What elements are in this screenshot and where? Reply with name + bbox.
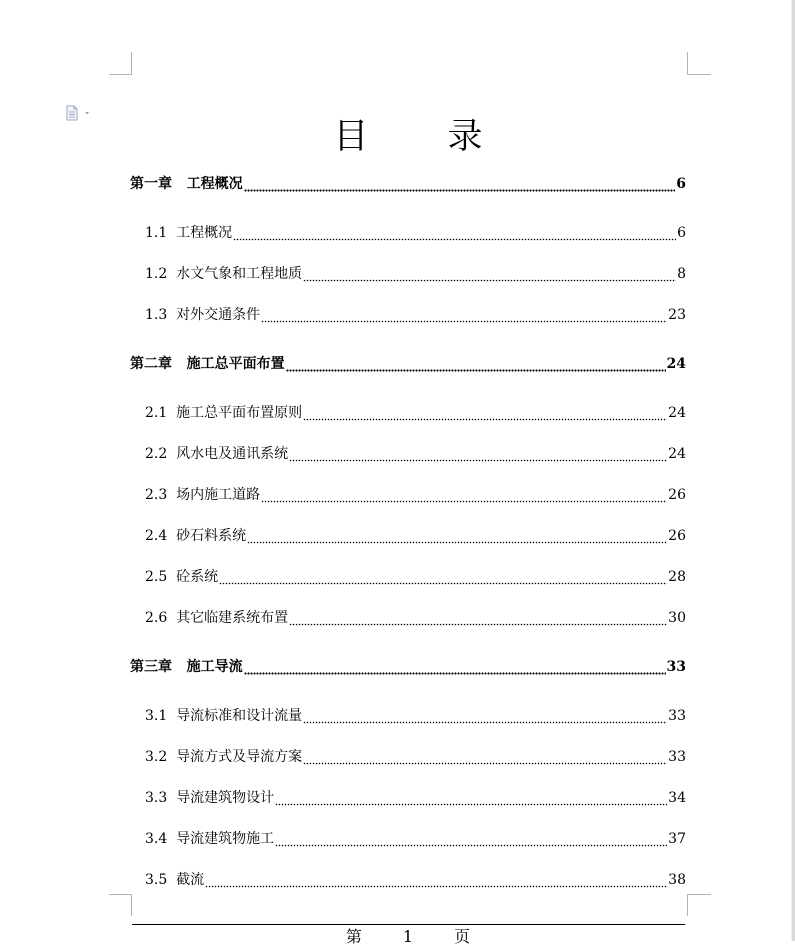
toc-section-entry[interactable] xyxy=(145,305,686,325)
toc-entry-title: 风水电及通讯系统 xyxy=(176,446,289,462)
toc-dot-leader xyxy=(303,706,667,726)
toc-section-entry[interactable] xyxy=(145,608,686,628)
crop-mark-top-right-v xyxy=(687,52,688,74)
toc-entry-title: 对外交通条件 xyxy=(176,307,261,323)
crop-mark-bottom-left-h xyxy=(109,894,132,895)
toc-entry-number: 1.2 xyxy=(145,266,177,282)
toc-entry-number: 3.4 xyxy=(145,831,177,847)
toc-chapter-entry[interactable] xyxy=(130,657,686,677)
toc-dot-leader xyxy=(303,403,667,423)
toc-dot-leader xyxy=(303,264,676,284)
toc-chapter-entry[interactable] xyxy=(130,174,686,194)
toc-dot-leader xyxy=(286,354,666,374)
toc-entry-number: 3.5 xyxy=(145,872,177,888)
toc-entry-title: 施工导流 xyxy=(186,659,243,675)
toc-entry-title: 砼系统 xyxy=(176,569,219,585)
toc-dot-leader xyxy=(289,444,667,464)
toc-entry-title: 施工总平面布置 xyxy=(186,356,285,372)
toc-section-entry[interactable] xyxy=(145,788,686,808)
toc-dot-leader xyxy=(233,223,676,243)
toc-section-entry[interactable] xyxy=(145,706,686,726)
toc-entry-number: 第一章 xyxy=(130,176,187,192)
toc-section-entry[interactable] xyxy=(145,403,686,423)
toc-dot-leader xyxy=(219,567,667,587)
toc-entry-number: 3.2 xyxy=(145,749,177,765)
toc-section-entry[interactable] xyxy=(145,829,686,849)
toc-dot-leader xyxy=(275,829,667,849)
toc-section-entry[interactable] xyxy=(145,870,686,890)
toc-entry-number: 3.3 xyxy=(145,790,177,806)
toc-dot-leader xyxy=(261,305,667,325)
toc-entry-number: 1.1 xyxy=(145,225,177,241)
toc-entry-title: 砂石料系统 xyxy=(176,528,247,544)
toc-section-entry[interactable] xyxy=(145,747,686,767)
toc-entry-page: 26 xyxy=(668,528,686,544)
toc-entry-page: 38 xyxy=(668,872,686,888)
toc-entry-page: 28 xyxy=(668,569,686,585)
toc-entry-title: 施工总平面布置原则 xyxy=(176,405,303,421)
crop-mark-top-left-h xyxy=(109,74,132,75)
document-icon[interactable] xyxy=(66,105,92,121)
toc-dot-leader xyxy=(244,657,666,677)
toc-dot-leader xyxy=(303,747,667,767)
toc-entry-title: 导流标准和设计流量 xyxy=(176,708,303,724)
toc-section-entry[interactable] xyxy=(145,567,686,587)
toc-entry-page: 30 xyxy=(668,610,686,626)
toc-entry-page: 8 xyxy=(677,266,686,282)
toc-dot-leader xyxy=(289,608,667,628)
crop-mark-bottom-left-v xyxy=(131,894,132,916)
toc-entry-number: 2.1 xyxy=(145,405,177,421)
toc-entry-title: 其它临建系统布置 xyxy=(176,610,289,626)
toc-entry-number: 1.3 xyxy=(145,307,177,323)
toc-entry-number: 3.1 xyxy=(145,708,177,724)
toc-entry-page: 24 xyxy=(666,356,686,372)
toc-entry-number: 2.2 xyxy=(145,446,177,462)
toc-dot-leader xyxy=(261,485,667,505)
toc-entry-page: 33 xyxy=(668,749,686,765)
toc-entry-page: 24 xyxy=(668,446,686,462)
toc-entry-page: 34 xyxy=(668,790,686,806)
toc-entry-page: 6 xyxy=(677,225,686,241)
toc-dot-leader xyxy=(247,526,667,546)
toc-section-entry[interactable] xyxy=(145,444,686,464)
toc-entry-title: 导流建筑物施工 xyxy=(176,831,275,847)
toc-entry-page: 6 xyxy=(676,176,686,192)
toc-entry-page: 33 xyxy=(666,659,686,675)
toc-entry-title: 截流 xyxy=(176,872,205,888)
toc-entry-number: 2.3 xyxy=(145,487,177,503)
toc-title: 目 录 xyxy=(333,117,517,158)
footer-rule xyxy=(132,924,685,925)
toc-entry-title: 导流建筑物设计 xyxy=(176,790,275,806)
toc-section-entry[interactable] xyxy=(145,526,686,546)
toc-entry-title: 工程概况 xyxy=(186,176,243,192)
crop-mark-bottom-right-h xyxy=(687,894,711,895)
toc-entry-number: 第三章 xyxy=(130,659,187,675)
toc-entry-number: 2.4 xyxy=(145,528,177,544)
toc-entry-number: 2.6 xyxy=(145,610,177,626)
toc-section-entry[interactable] xyxy=(145,223,686,243)
toc-entry-number: 2.5 xyxy=(145,569,177,585)
toc-entry-page: 33 xyxy=(668,708,686,724)
toc-entry-page: 26 xyxy=(668,487,686,503)
toc-entry-title: 导流方式及导流方案 xyxy=(176,749,303,765)
toc-entry-page: 37 xyxy=(668,831,686,847)
toc-entry-page: 24 xyxy=(668,405,686,421)
toc-dot-leader xyxy=(205,870,667,890)
page-footer: 第 1 页 xyxy=(345,927,489,946)
toc-entry-title: 水文气象和工程地质 xyxy=(176,266,303,282)
toc-chapter-entry[interactable] xyxy=(130,354,686,374)
toc-section-entry[interactable] xyxy=(145,485,686,505)
crop-mark-bottom-right-v xyxy=(687,894,688,916)
toc-entry-number: 第二章 xyxy=(130,356,187,372)
toc-section-entry[interactable] xyxy=(145,264,686,284)
toc-entry-page: 23 xyxy=(668,307,686,323)
crop-mark-top-left-v xyxy=(131,52,132,74)
toc-entry-title: 工程概况 xyxy=(176,225,233,241)
crop-mark-top-right-h xyxy=(687,74,711,75)
toc-entry-title: 场内施工道路 xyxy=(176,487,261,503)
toc-dot-leader xyxy=(244,174,676,194)
toc-dot-leader xyxy=(275,788,667,808)
